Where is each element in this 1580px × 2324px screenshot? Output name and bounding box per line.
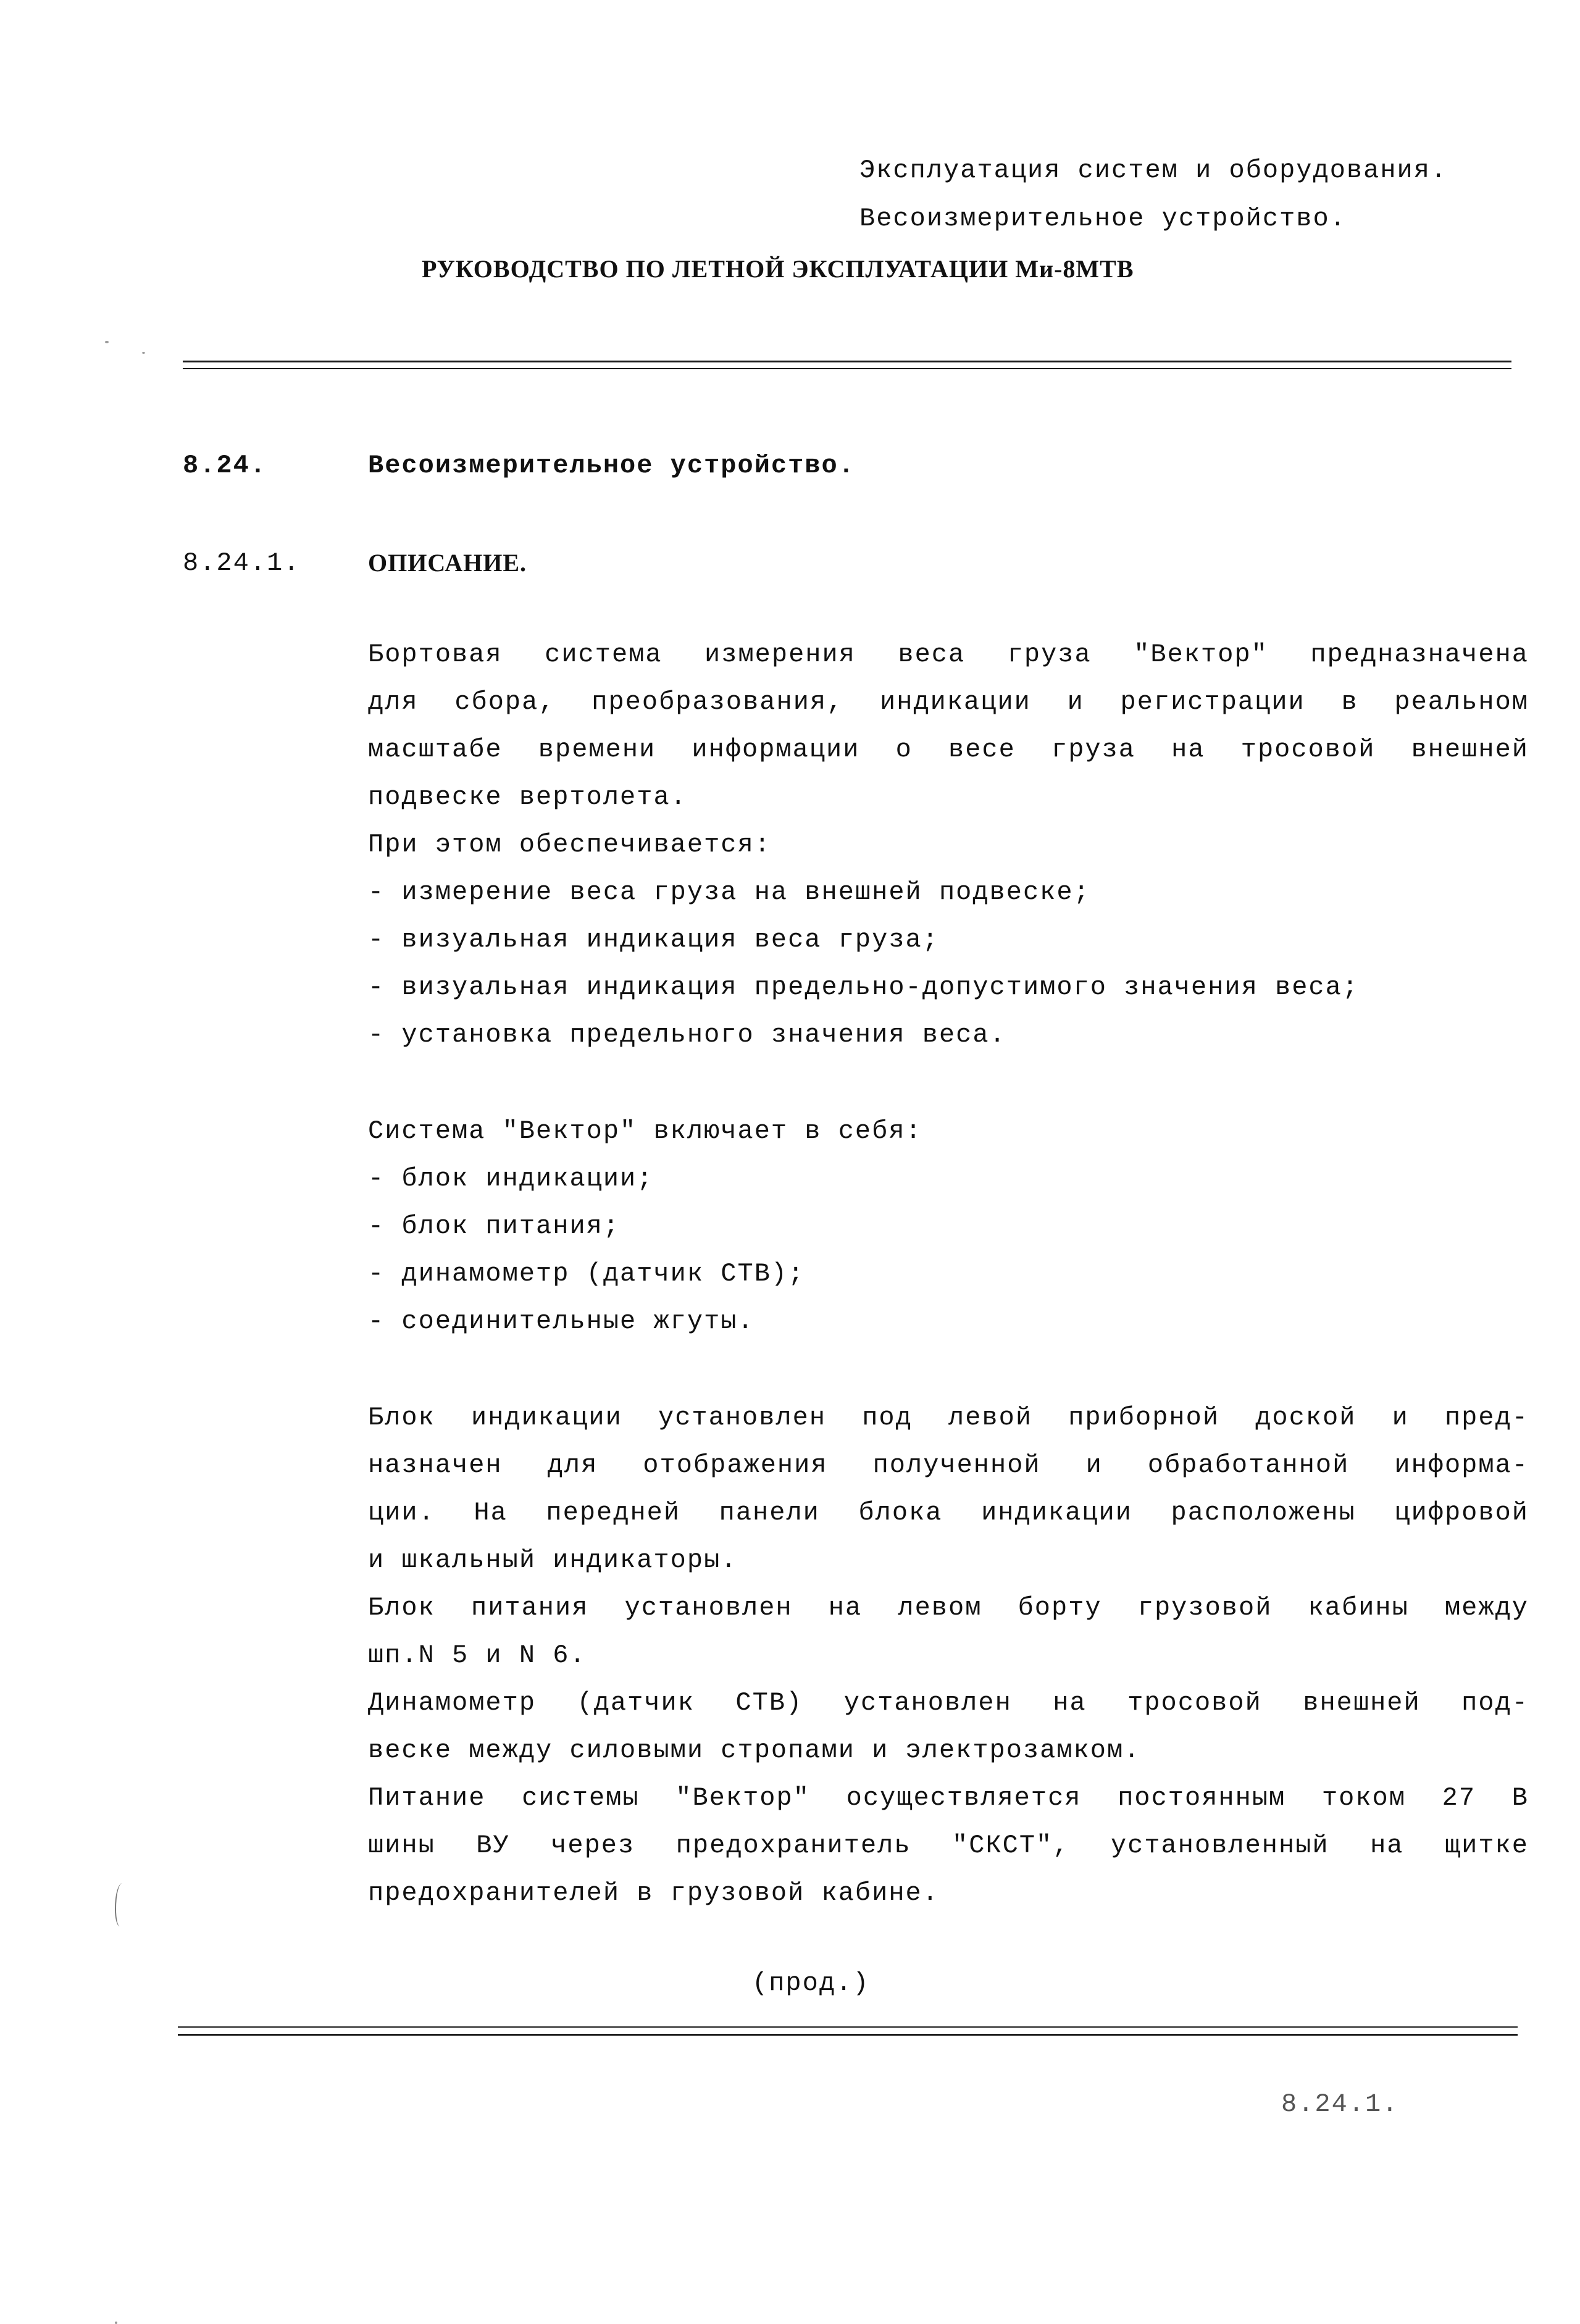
list-item: - блок индикации; bbox=[368, 1164, 654, 1193]
list-item: - соединительные жгуты. bbox=[368, 1306, 754, 1336]
list-item: - визуальная индикация веса груза; bbox=[368, 925, 939, 955]
subsection-number: 8.24.1. bbox=[183, 548, 301, 578]
footer-rule-bottom bbox=[178, 2034, 1518, 2036]
paragraph1-intro: При этом обеспечивается: bbox=[368, 830, 771, 859]
scan-speck bbox=[115, 2322, 117, 2324]
header-rule-bottom bbox=[183, 368, 1511, 369]
paragraph3-line: назначен для отображения полученной и обработанной информа- bbox=[368, 1450, 1529, 1480]
paragraph3-line: Блок питания установлен на левом борту грузовой кабины между bbox=[368, 1593, 1529, 1623]
paragraph2-intro: Система "Вектор" включает в себя: bbox=[368, 1116, 922, 1146]
header-rule-top bbox=[183, 361, 1511, 362]
paragraph3-line: ции. На передней панели блока индикации расположены цифровой bbox=[368, 1498, 1529, 1528]
scan-speck bbox=[142, 352, 145, 354]
paragraph1-line: для сбора, преобразования, индикации и регистрации в реальном bbox=[368, 687, 1529, 717]
manual-title: РУКОВОДСТВО ПО ЛЕТНОЙ ЭКСПЛУАТАЦИИ Ми-8МТВ bbox=[422, 255, 1134, 283]
scan-speck bbox=[105, 341, 109, 343]
paragraph1-line: масштабе времени информации о весе груза на тросовой внешней bbox=[368, 735, 1529, 764]
paragraph3-line: Блок индикации установлен под левой приборной доской и пред- bbox=[368, 1403, 1529, 1432]
list-item: - установка предельного значения веса. bbox=[368, 1020, 1006, 1050]
subsection-title: ОПИСАНИЕ. bbox=[368, 549, 527, 577]
page-number: 8.24.1. bbox=[1281, 2089, 1399, 2119]
list-item: - блок питания; bbox=[368, 1211, 621, 1241]
paragraph3-line: шп.N 5 и N 6. bbox=[368, 1641, 587, 1670]
paragraph1-line: Бортовая система измерения веса груза "Вектор" предназначена bbox=[368, 640, 1529, 669]
section-number: 8.24. bbox=[183, 451, 267, 480]
paragraph3-line: Питание системы "Вектор" осуществляется постоянным током 27 В bbox=[368, 1783, 1529, 1813]
paragraph3-line: шины ВУ через предохранитель "СКСТ", установленный на щитке bbox=[368, 1831, 1529, 1860]
scan-mark bbox=[115, 1883, 127, 1926]
continued-label: (прод.) bbox=[752, 1968, 870, 1998]
paragraph1-line: подвеске вертолета. bbox=[368, 782, 687, 812]
list-item: - измерение веса груза на внешней подвеске; bbox=[368, 877, 1090, 907]
list-item: - динамометр (датчик СТВ); bbox=[368, 1259, 805, 1289]
section-title: Весоизмерительное устройство. bbox=[368, 451, 855, 480]
paragraph3-line: Динамометр (датчик СТВ) установлен на тросовой внешней под- bbox=[368, 1688, 1529, 1718]
header-subtitle-line2: Весоизмерительное устройство. bbox=[859, 204, 1347, 233]
footer-rule-top bbox=[178, 2026, 1518, 2028]
paragraph3-line: и шкальный индикаторы. bbox=[368, 1545, 738, 1575]
paragraph3-line: веске между силовыми стропами и электрозамком. bbox=[368, 1736, 1141, 1765]
header-subtitle-line1: Эксплуатация систем и оборудования. bbox=[859, 156, 1448, 185]
list-item: - визуальная индикация предельно-допустимого значения веса; bbox=[368, 972, 1360, 1002]
paragraph3-line: предохранителей в грузовой кабине. bbox=[368, 1878, 939, 1908]
